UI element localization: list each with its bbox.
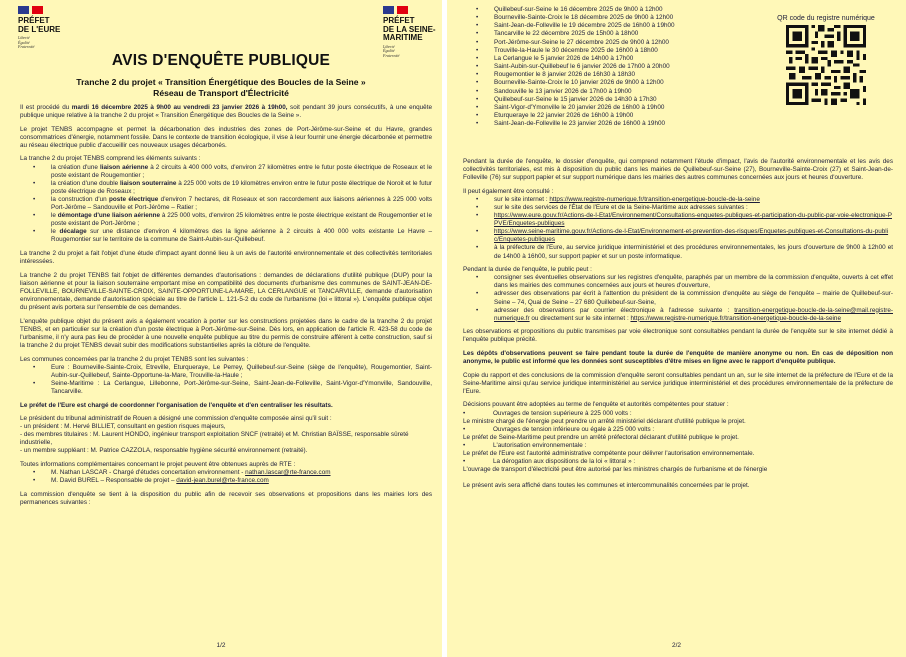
list-item: • Bourneville-Sainte-Croix le 10 janvier 2026 de 9h00 à 12h00 — [494, 79, 804, 87]
list-item: • Saint-Aubin-sur-Quillebeuf le 6 janvier 2026 de 17h00 à 20h00 — [494, 63, 804, 71]
elements-list — [20, 164, 432, 245]
list-item: • M. David BUREL – Responsable de projet – david-jean.burel@rte-france.com — [51, 477, 432, 485]
list-item: • adresser des observations par écrit à l'attention du président de la commission d'enquête au siège de l'enquête – mairie de Quillebeuf-sur-Seine – 74, Quai de Seine – 27 680 Quillebeuf-sur-Seine, — [494, 290, 893, 306]
decision-item: • Ouvrages de tension supérieure à 225 000 volts : — [463, 409, 632, 417]
marianne-flag-icon — [383, 6, 442, 14]
registre-site-link[interactable]: https://www.registre-numerique.fr/transition-energetique-boucle-de-la-seine — [630, 314, 841, 322]
communes-list — [20, 364, 432, 396]
list-item: • la construction d'un poste électrique d'environ 7 hectares, dit Roseaux et son raccordement aux liaisons aériennes à 225 000 volts Port-Jérôme – Sandouville et Port-Jérôme – Ratier ; — [51, 196, 432, 212]
decision-authority: L'ouvrage de transport d'électricité peut être autorisé par les ministres chargés de l'urbanisme et de l'énergie — [463, 466, 768, 474]
observations-paragraph: Les observations et propositions du public transmises par voie électronique sont consultables pendant la durée de l'enquête sur le site internet dédié à l'enquête publique précité. — [463, 328, 893, 344]
decision-item: • L'autorisation environnementale : — [463, 441, 587, 449]
decision-item: • Ouvrages de tension inférieure ou égale à 225 000 volts : — [463, 425, 655, 433]
motto-fraternite: Fraternité — [383, 52, 400, 58]
list-item: • Rougemontier le 8 janvier 2026 de 16h30 à 18h30 — [494, 71, 804, 79]
subtitle-line2: Réseau de Transport d'Électricité — [153, 87, 289, 98]
project-paragraph: Le projet TENBS accompagne et permet la décarbonation des industries des zones de Port-Jérôme-sur-Seine et du Havre, grandes consommatrices d'énergie, notamment fossile. Dans le contexte de transition écologique, il vise à leur fournir une énergie décarbonée et permettre au réseau électrique public d'accueillir ces nouveaux usages décarbonés. — [20, 125, 432, 149]
page1-body — [20, 104, 432, 513]
list-item: • Trouville-la-Haule le 30 décembre 2025 de 16h00 à 18h00 — [494, 47, 804, 55]
dossier-paragraph: Pendant la durée de l'enquête, le dossier d'enquête, qui comprend notamment l'étude d'impact, l'avis de l'autorité environnementale et les avis des collectivités territoriales, est mis à disposition du public dans les mairies de Quillebeuf-sur-Seine (27), Bourneville-Sainte-Croix (27) et Saint-Jean-de-Folleville (76) sur support papier et sur support numérique dans les mairies des autres communes concernées aux jours et heures d'ouverture. — [463, 158, 893, 182]
list-item: • la création d'une double liaison souterraine à 225 000 volts de 19 kilomètres environ entre le futur poste électrique de Noroit et le futur poste électrique de Roseaux ; — [51, 180, 432, 196]
consult-intro: Il peut également être consulté : — [463, 187, 554, 195]
affichage-paragraph: Le présent avis sera affiché dans toutes les communes et intercommunalités concernées par le projet. — [463, 482, 750, 490]
public-intro: Pendant la durée de l'enquête, le public peut : — [463, 266, 592, 274]
page2-body — [463, 158, 893, 496]
list-item: • Port-Jérôme-sur-Seine le 27 décembre 2025 de 9h00 à 12h00 — [494, 39, 804, 47]
public-list — [463, 274, 893, 323]
logo-name-line1: PRÉFET — [383, 16, 415, 25]
consult-list — [463, 196, 893, 261]
qr-code-icon[interactable] — [786, 25, 866, 105]
permanences-intro: La commission d'enquête se tient à la disposition du public afin de recevoir ses observations et propositions dans les mairies lors des permanences suivantes : — [20, 490, 432, 506]
list-item: • consigner ses éventuelles observations sur les registres d'enquête, paraphés par un membre de la commission d'enquête, ouverts à cet effet dans les mairies des communes concernées aux jours et heures d'ouverture, — [494, 274, 893, 290]
list-item: • sur le site internet : https://www.registre-numerique.fr/transition-energetique-boucle-de-la-seine — [494, 196, 893, 204]
intro-paragraph: Il est procédé du mardi 16 décembre 2025 à 9h00 au vendredi 23 janvier 2026 à 19h00, soit pendant 39 jours consécutifs, à une enquête publique unique relative à la tranche 2 du projet « Transition Énergétique des Boucles de la Seine ». — [20, 104, 432, 120]
logo-name-line3: MARITIME — [383, 33, 423, 42]
prefet-coordination: Le préfet de l'Eure est chargé de coordonner l'organisation de l'enquête et d'en centraliser les résultats. — [20, 401, 333, 409]
page-number: 1/2 — [216, 642, 226, 649]
list-item: • Bourneville-Sainte-Croix le 18 décembre 2025 de 9h00 à 12h00 — [494, 14, 804, 22]
decisions-intro: Décisions pouvant être adoptées au terme de l'enquête et autorités compétentes pour statuer : — [463, 401, 729, 409]
list-item: • le démontage d'une liaison aérienne à 225 000 volts, d'environ 25 kilomètres entre le poste électrique existant de Rougemontier et le poste existant de Port-Jérôme ; — [51, 212, 432, 228]
list-item: • Seine-Maritime : La Cerlangue, Lillebonne, Port-Jérôme-sur-Seine, Saint-Jean-de-Folleville, Saint-Vigor-d'Ymonville, Sandouville, Tancarville. — [51, 380, 432, 396]
list-item: • Quillebeuf-sur-Seine le 15 janvier 2026 de 14h30 à 17h30 — [494, 96, 804, 104]
commission-paragraph: Le président du tribunal administratif de Rouen a désigné une commission d'enquête composée ainsi qu'il suit : - un président : M. Hervé BILLIET, consultant en gestion risques majeurs, - des membres titulaires : M. Laurent HONDO, ingénieur transport exploitation SNCF (retraité) et M. Christian BAÏSSE, responsable sûreté industrielle, - un membre suppléant : M. Patrice CAZZOLA, responsable hygiène sécurité environnement (retraité). — [20, 415, 409, 455]
page-number: 2/2 — [671, 642, 682, 649]
subtitle — [0, 77, 442, 98]
list-item: • Eure : Bourneville-Sainte-Croix, Etreville, Eturqueraye, Le Perrey, Quillebeuf-sur-Seine (siège de l'enquête), Rougemontier, Saint-Aubin-sur-Quillebeuf, Sainte-Opportune-la-Mare, Trouville-la-Haule ; — [51, 364, 432, 380]
email-link[interactable]: david-jean.burel@rte-france.com — [176, 477, 269, 485]
prefet-eure-logo — [18, 6, 98, 50]
logo-name-line1: PRÉFET — [18, 16, 50, 25]
list-item: • M. Nathan LASCAR - Chargé d'études concertation environnement - nathan.lascar@rte-france.com — [51, 469, 432, 477]
contacts-intro: Toutes informations complémentaires concernant le projet peuvent être obtenues auprès de RTE : — [20, 461, 296, 469]
motto-egalite: Égalité — [18, 39, 30, 45]
registre-email-link[interactable]: transition-energetique-boucle-de-la-seine@mail.registre-numerique.fr — [494, 306, 893, 322]
decision-authority: Le préfet de Seine-Maritime peut prendre un arrêté préfectoral déclarant d'utilité publique le projet. — [463, 433, 739, 441]
logo-name-line2: DE LA SEINE- — [383, 24, 436, 34]
list-item: • le décalage sur une distance d'environ 4 kilomètres des la ligne aérienne à 2 circuits à 400 000 volts existante Le Havre – Rougemontier sur le territoire de la commune de Saint-Aubin-sur-Quillebeuf. — [51, 228, 432, 244]
list-item: • Sandouville le 13 janvier 2026 de 17h00 à 19h00 — [494, 88, 804, 96]
eure-gouv-link[interactable]: https://www.eure.gouv.fr/Actions-de-l-Etat/Environnement/Consultations-enquetes-publiques-et-participation-du-public-par-voie-electronique-PPVE/Enquetes-publiques — [494, 212, 892, 228]
elements-intro: La tranche 2 du projet TENBS comprend les éléments suivants : — [20, 155, 201, 163]
motto-liberte: Liberté — [383, 43, 395, 49]
qr-label: QR code du registre numérique — [777, 15, 875, 22]
list-item: • Saint-Jean-de-Folleville le 23 janvier 2026 de 16h00 à 19h00 — [494, 120, 804, 128]
report-paragraph: Copie du rapport et des conclusions de la commission d'enquête seront consultables pendant un an, sur le site internet de la préfecture de l'Eure et de la Seine-Maritime ainsi qu'au service juridique interministériel au service juridique interministériel et des procédures environnementale de la préfecture de l'Eure. — [463, 371, 893, 395]
communes-intro: Les communes concernées par la tranche 2 du projet TENBS sont les suivantes : — [20, 355, 249, 363]
decision-item: • La dérogation aux dispositions de la loi « littoral » : — [463, 458, 636, 466]
anonymous-notice: Les dépôts d'observations peuvent se faire pendant toute la durée de l'enquête de manière anonyme ou non. En cas de déposition non anonyme, le public est informé que les données sont susceptibles d'être mises en ligne avec le rapport d'enquête publique. — [463, 349, 893, 366]
marianne-flag-icon — [18, 6, 98, 14]
list-item: • Quillebeuf-sur-Seine le 16 décembre 2025 de 9h00 à 12h00 — [494, 6, 804, 14]
impact-paragraph: La tranche 2 du projet a fait l'objet d'une étude d'impact ayant donné lieu à un avis de l'autorité environnementale et des collectivités territoriales intéressées. — [20, 250, 432, 266]
list-item: • adresser des observations par courrier électronique à l'adresse suivante : transition-energetique-boucle-de-la-seine@mail.registre-numerique.fr ou directement sur le site internet : https://www.registre-numerique.fr/transition-energetique-boucle-de-la-seine — [494, 307, 893, 323]
permanences-list — [463, 6, 804, 128]
motto-liberte: Liberté — [18, 35, 30, 40]
subtitle-line1: Tranche 2 du projet « Transition Énergétique des Boucles de la Seine » — [76, 77, 366, 87]
list-item: • Saint-Jean-de-Folleville le 19 décembre 2025 de 16h00 à 19h00 — [494, 22, 804, 30]
list-item: • Tancarville le 22 décembre 2025 de 15h00 à 18h00 — [494, 30, 804, 38]
list-item: • Saint-Vigor-d'Ymonville le 20 janvier 2026 de 16h00 à 19h00 — [494, 104, 804, 112]
page-1 — [0, 0, 442, 657]
motto-fraternite: Fraternité — [18, 44, 35, 49]
logo-motto — [18, 36, 98, 50]
email-link[interactable]: nathan.lascar@rte-france.com — [245, 469, 331, 477]
contacts-list — [20, 469, 432, 485]
list-item: • sur le site des services de l'État de l'Eure et de la Seine-Maritime aux adresses suivantes : — [494, 204, 893, 212]
construction-paragraph: L'enquête publique objet du présent avis a également vocation à porter sur les constructions projetées dans le cadre de la tranche 2 du projet TENBS, et en particulier sur la création d'un poste électrique à Port-Jérôme-sur-Seine. Dès lors, en application de l'article R. 423-58 du code de l'urbanisme, il n'y aura pas lieu de procéder à une nouvelle enquête publique au titre du permis de construire afférent à cette construction, sauf si la tranche 2 du projet TENBS devait subir des modifications substantielles après la clôture de l'enquête. — [20, 317, 432, 349]
qr-block — [774, 14, 878, 105]
prefet-seine-maritime-logo — [383, 6, 442, 58]
list-item — [494, 228, 893, 244]
decisions-block — [463, 401, 893, 474]
authorisations-paragraph: La tranche 2 du projet TENBS fait l'objet de différentes demandes d'autorisations : demandes de déclarations d'utilité publique (DUP) pour la liaison aérienne et pour la liaison souterraine emportant mise en compatibilité des documents d'urbanisme des communes de SAINT-JEAN-DE-FOLLEVILLE, BOURNEVILLE-SAINTE-CROIX, SAINTE-OPPORTUNE-LA-MARE, LA CERLANGUE et TANCARVILLE, demande d'autorisation environnementale, demande d'autorisation spéciale au titre de l'article L. 121-5-2 du code de l'urbanisme (loi « littoral »). L'enquête publique objet du présent avis portera sur l'ensemble de ces demandes. — [20, 271, 432, 312]
seine-maritime-gouv-link[interactable]: https://www.seine-maritime.gouv.fr/Actions-de-l-Etat/Environnement-et-prevention-des-risques/Enquetes-publiques-et-Consultations-du-public/Enquetes-publiques — [494, 228, 889, 244]
motto-egalite: Égalité — [383, 48, 395, 53]
decision-authority: Le préfet de l'Eure est l'autorité administrative compétente pour délivrer l'autorisation environnementale. — [463, 450, 755, 457]
registre-link[interactable]: https://www.registre-numerique.fr/transition-energetique-boucle-de-la-seine — [549, 195, 760, 203]
list-item: • à la préfecture de l'Eure, au service juridique interministériel et des procédures environnementales, les jours d'ouverture de 9h00 à 12h00 et de 14h00 à 16h00, sur support papier et sur un poste informatique. — [494, 244, 893, 260]
page-title: AVIS D'ENQUÊTE PUBLIQUE — [111, 52, 331, 69]
page-2 — [447, 0, 906, 657]
list-item: • la création d'une liaison aérienne à 2 circuits à 400 000 volts, d'environ 27 kilomètres entre le futur poste électrique de Roseaux et le poste existant de Rougemontier ; — [51, 164, 432, 180]
list-item: • Eturqueraye le 22 janvier 2026 de 16h00 à 19h00 — [494, 112, 804, 120]
list-item: • La Cerlangue le 5 janvier 2026 de 14h00 à 17h00 — [494, 55, 804, 63]
logo-name-line2: DE L'EURE — [18, 24, 61, 34]
decision-authority: Le ministre chargé de l'énergie peut prendre un arrêté ministériel déclarant d'utilité publique le projet. — [463, 417, 746, 425]
list-item — [494, 212, 893, 228]
